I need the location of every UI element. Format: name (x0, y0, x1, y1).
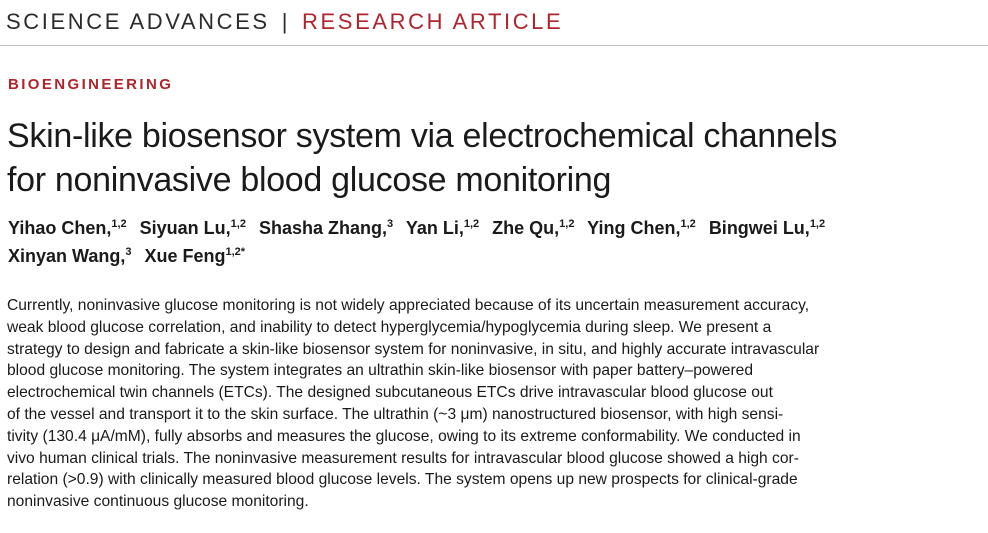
author-name: Zhe Qu, (492, 218, 560, 238)
author-name: Yan Li, (405, 218, 464, 238)
author (144, 246, 245, 266)
author-affiliation: 1,2 (463, 218, 480, 230)
journal-name: SCIENCE ADVANCES (6, 9, 270, 34)
author-name: Xue Feng (144, 246, 226, 266)
author-affiliation: 3 (387, 218, 394, 230)
author-name: Shasha Zhang, (258, 218, 388, 238)
abstract-line: strategy to design and fabricate a skin-like biosensor system for noninvasive, in situ, and highly accurate intravascular (7, 340, 820, 358)
author-affiliation: 1,2* (225, 246, 246, 258)
author (140, 218, 246, 238)
author-affiliation: 1,2 (111, 218, 127, 230)
abstract-line: electrochemical twin channels (ETCs). The designed subcutaneous ETCs drive intravascular blood glucose out (7, 384, 773, 402)
abstract-line: vivo human clinical trials. The noninvasive measurement results for intravascular blood glucose showed a high cor- (7, 449, 799, 467)
author-affiliation: 1,2 (680, 218, 696, 230)
author (492, 218, 574, 238)
article-title (7, 114, 982, 202)
author-affiliation: 3 (125, 246, 132, 258)
author-affiliation: 1,2 (809, 218, 826, 230)
author-line (8, 242, 983, 270)
author-list (8, 214, 983, 270)
author-name: Xinyan Wang, (8, 246, 126, 266)
author-affiliation: 1,2 (559, 218, 575, 230)
author (709, 218, 825, 238)
author-name: Yihao Chen, (8, 218, 112, 238)
author (406, 218, 479, 238)
header-separator: | (281, 9, 291, 34)
section-label: BIOENGINEERING (8, 76, 174, 93)
author (8, 246, 131, 266)
title-line: for noninvasive blood glucose monitoring (7, 161, 612, 199)
author-name: Ying Chen, (587, 218, 681, 238)
abstract-line: tivity (130.4 μA/mM), fully absorbs and measures the glucose, owing to its extreme conformability. We conducted in (7, 427, 801, 445)
article-type: RESEARCH ARTICLE (302, 9, 564, 34)
author (259, 218, 393, 238)
abstract (7, 295, 985, 513)
header-rule (0, 45, 988, 46)
author-name: Bingwei Lu, (708, 218, 810, 238)
abstract-line: blood glucose monitoring. The system integrates an ultrathin skin-like biosensor with paper battery–powered (7, 362, 754, 380)
author (8, 218, 127, 238)
abstract-line: relation (>0.9) with clinically measured blood glucose levels. The system opens up new prospects for clinical-grade (7, 471, 798, 489)
author-affiliation: 1,2 (230, 218, 246, 230)
abstract-line: of the vessel and transport it to the skin surface. The ultrathin (~3 μm) nanostructured biosensor, with high sensi- (7, 405, 784, 423)
title-line: Skin-like biosensor system via electrochemical channels (7, 117, 838, 155)
author-name: Siyuan Lu, (139, 218, 231, 238)
abstract-line: noninvasive continuous glucose monitoring. (7, 493, 309, 511)
author (587, 218, 696, 238)
abstract-line: weak blood glucose correlation, and inability to detect hyperglycemia/hypoglycemia during sleep. We present a (7, 318, 772, 336)
abstract-line: Currently, noninvasive glucose monitoring is not widely appreciated because of its uncertain measurement accuracy, (7, 297, 810, 314)
journal-header (6, 8, 563, 36)
author-line (8, 214, 983, 242)
